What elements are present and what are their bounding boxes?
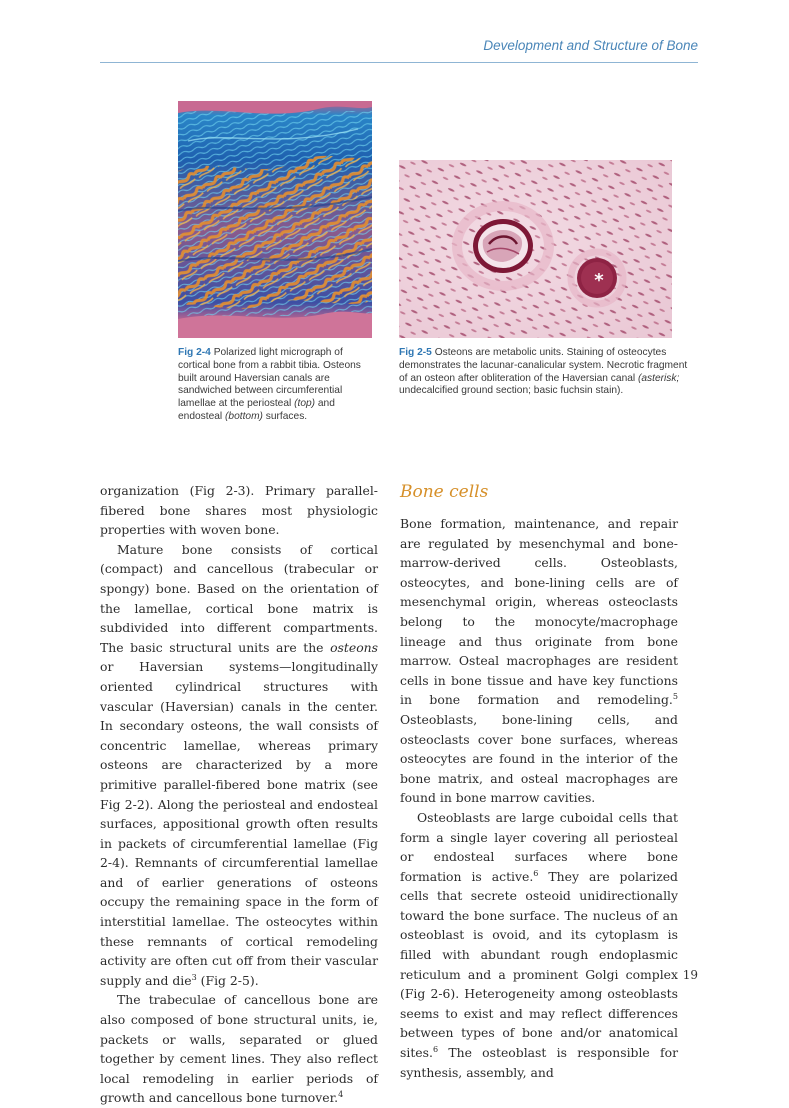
text-run: or Haversian systems—longitudinally oriented cylindrical structures with vascular (Haversian) canals in the center. In secondary osteons, the wall consists of concentric lamellae, whereas primary osteons are characterized by a more primitive parallel-fibered bone matrix (see Fig 2-2). Along the periosteal and endosteal surfaces, appositional growth often results in packets of circumferential lamellae (Fig 2-4). Remnants of circumferential lamellae and of earlier generations of osteons occupy the remaining space in the form of interstitial lamellae. The osteocytes within these remnants of cortical remodeling activity are often cut off from their vascular supply and die (100, 659, 378, 988)
reference-superscript: 4 (338, 1090, 344, 1100)
body-paragraph (400, 808, 678, 1082)
text-run: and endosteal (178, 398, 335, 422)
reference-superscript: 5 (672, 692, 678, 702)
body-paragraph (100, 540, 378, 991)
reference-superscript: 6 (533, 868, 539, 878)
asterisk-marker: * (594, 270, 604, 291)
body-paragraph (100, 481, 378, 540)
text-run: The osteoblast is responsible for synthesis, assembly, and (400, 1045, 678, 1080)
page-number: 19 (682, 968, 698, 982)
text-run: surfaces. (262, 410, 308, 422)
text-run: Osteoblasts are large cuboidal cells that form a single layer covering all periosteal or endosteal surfaces where bone formation is active. (400, 809, 678, 884)
section-heading-bone-cells: Bone cells (400, 482, 489, 502)
text-run: They are polarized cells that secrete osteoid unidirectionally toward the bone surface. The nucleus of an osteoblast is ovoid, and its cytoplasm is filled with abundant rough endoplasmic reticulum and a prominent Golgi complex (Fig 2-6). Heterogeneity among osteoblasts seems to exist and may reflect differences between types of bone and/or anatomical sites. (400, 868, 678, 1061)
figure-label: Fig 2-4 (178, 347, 211, 358)
text-run: (asterisk; (638, 372, 680, 384)
left-text-column (100, 481, 378, 1108)
figure-2-5-caption (399, 347, 689, 398)
right-text-column (400, 481, 678, 1082)
polarized-micrograph-image (178, 101, 372, 338)
text-run: Osteons are metabolic units. Staining of osteocytes demonstrates the lacunar-canalicular system. Necrotic fragment of an osteon after obliteration of the Haversian canal (399, 347, 688, 384)
text-run: Mature bone consists of cortical (compact) and cancellous (trabecular or spongy) bone. Based on the orientation of the lamellae, cortical bone matrix is subdivided into different compartments. The basic structural units are the (100, 541, 378, 655)
text-run: undecalcified ground section; basic fuchsin stain). (399, 385, 624, 397)
figure-2-4-micrograph (178, 101, 372, 338)
text-run: Bone formation, maintenance, and repair are regulated by mesenchymal and bone-marrow-derived cells. Osteoblasts, osteocytes, and bone-lining cells are of mesenchymal origin, whereas osteoclasts belong to the monocyte/macrophage lineage and thus originate from bone marrow. Osteal macrophages are resident cells in bone tissue and have key functions in bone formation and remodeling. (400, 516, 678, 708)
running-head: Development and Structure of Bone (483, 38, 698, 53)
reference-superscript: 3 (191, 972, 197, 982)
figure-label: Fig 2-5 (399, 347, 432, 358)
bone-cells-body (400, 514, 678, 1082)
header-rule (100, 62, 698, 63)
osteon-section-image (399, 160, 672, 338)
text-run: organization (Fig 2-3). Primary parallel-fibered bone shares most physiologic properties with woven bone. (100, 483, 378, 538)
body-paragraph (400, 514, 678, 808)
figure-2-4-caption (178, 347, 374, 424)
text-run: osteons (330, 639, 378, 655)
text-run: The trabeculae of cancellous bone are also composed of bone structural units, ie, packets or walls, separated or glued together by cement lines. They also reflect local remodeling in earlier periods of growth and cancellous bone turnover. (100, 992, 378, 1106)
figure-2-5-micrograph (399, 160, 672, 338)
text-run: (bottom) (225, 410, 263, 422)
text-run: (top) (294, 398, 316, 410)
text-run: Polarized light micrograph of cortical bone from a rabbit tibia. Osteons built around Haversian canals are sandwiched between circumferential lamellae at the periosteal (178, 347, 361, 410)
text-run: Osteoblasts, bone-lining cells, and osteoclasts cover bone surfaces, whereas osteocytes are found in the interior of the bone matrix, and osteal macrophages are found in bone marrow cavities. (400, 711, 678, 806)
body-paragraph (100, 990, 378, 1108)
reference-superscript: 6 (432, 1044, 439, 1054)
text-run: (Fig 2-5). (196, 972, 259, 988)
